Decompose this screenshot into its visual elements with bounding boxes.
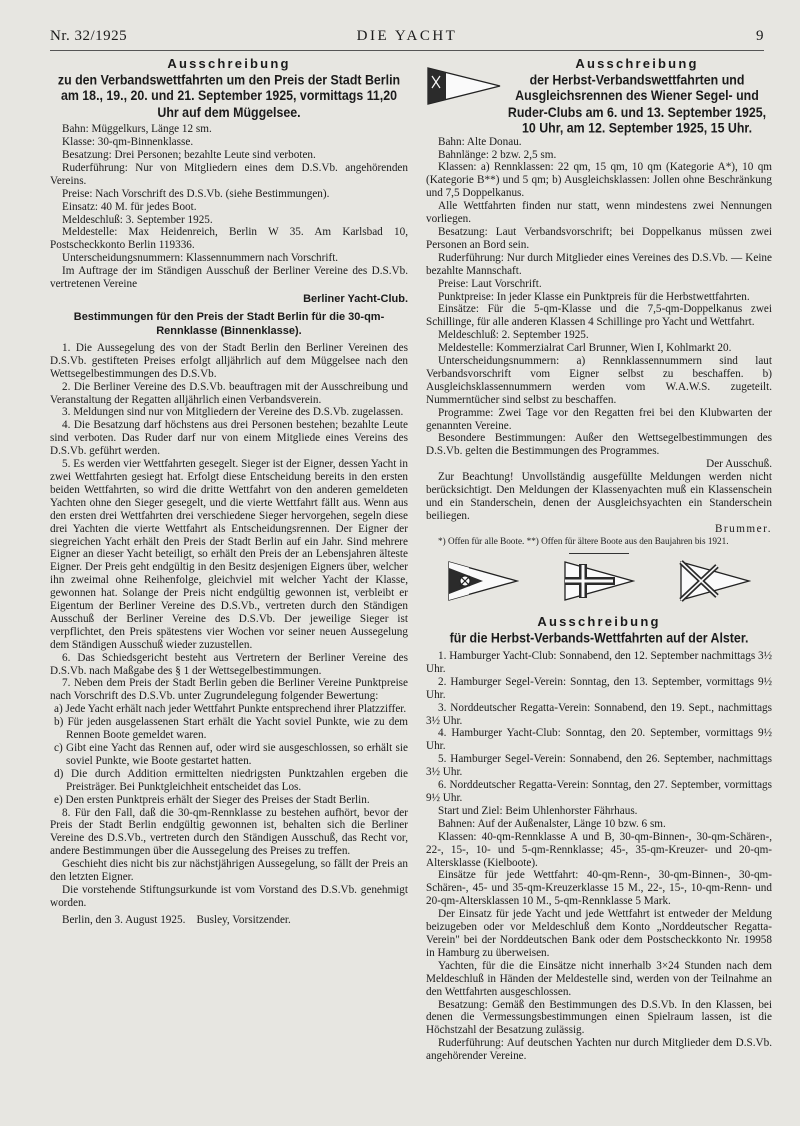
club-flags [426,558,772,608]
alster-line: Yachten, für die die Einsätze nicht innerhalb 3×24 Stunden nach dem Meldeschluß in Händen der Meldestelle sind, werden von der Teilnahme an den Wettfahrten ausgeschlossen. [426,959,772,998]
left-paragraph: Die vorstehende Stiftungsurkunde ist vom Vorstand des D.S.Vb. genehmigt worden. [50,883,408,909]
left-line: Meldestelle: Max Heidenreich, Berlin W 35. Am Karlsbad 10, Postscheckkonto Berlin 119336. [50,226,408,252]
left-list-item: d) Die durch Addition ermittelten niedrigsten Punktzahlen ergeben die Preisträger. Bei Punktgleichheit entscheidet das Los. [54,767,408,793]
left-paragraph: 6. Das Schiedsgericht besteht aus Vertretern der Berliner Vereine des D.S.Vb. nach Maßgabe des § 1 der Wettsegelbestimmungen. [50,651,408,677]
pennant-flag-icon [426,56,502,116]
left-signature: Berliner Yacht-Club. [303,293,408,305]
section-divider [569,553,629,554]
alster-title: Ausschreibung [537,613,661,629]
vienna-line: Bahn: Alte Donau. [438,135,522,148]
vienna-line: Programme: Zwei Tage vor den Regatten frei bei den Klubwarten der genannten Vereine. [426,406,772,432]
left-column [50,56,408,927]
journal-title: DIE YACHT [356,28,458,44]
alster-line: Ruderführung: Auf deutschen Yachten nur durch Mitglieder dem D.S.Vb. angehörender Vereine. [426,1037,772,1063]
vienna-line: Besondere Bestimmungen: Außer den Wettsegelbestimmungen des D.S.Vb. gelten die Bestimmungen des Programmes. [426,432,772,458]
alster-subtitle: für die Herbst-Verbands-Wettfahrten auf der Alster. [449,629,749,646]
left-line: Bahn: Müggelkurs, Länge 12 sm. [62,123,212,136]
left-paragraph: 7. Neben dem Preis der Stadt Berlin geben die Berliner Vereine Punktpreise nach Vorschrift des D.S.Vb. unter Zugrundelegung folgender Bewertung: [50,677,408,703]
left-line: Ruderführung: Nur von Mitgliedern eines dem D.S.Vb. angehörenden Vereins. [50,161,408,187]
page-number: 9 [756,28,764,44]
left-list-item: a) Jede Yacht erhält nach jeder Wettfahrt Punkte entsprechend ihrer Platzziffer. [54,703,407,716]
alster-line: Besatzung: Gemäß den Bestimmungen des D.S.Vb. In den Klassen, bei denen die Vermessungsbestimmungen einen Spielraum lassen, ist die Höchstzahl der Besatzung zulässig. [426,998,772,1037]
left-paragraph: Geschieht dies nicht bis zur nächstjährigen Aussegelung, so fällt der Preis an den letzten Eigner. [50,858,408,884]
left-paragraph: 1. Die Aussegelung des von der Stadt Berlin den Berliner Vereinen des D.S.Vb. gestifteten Preises erfolgt alljährlich auf dem Müggelsee nach den Wettsegelbestimmungen des D.S.Vb. [50,341,408,380]
vienna-line: Einsätze: Für die 5-qm-Klasse und die 7,5-qm-Doppelkanus zwei Schillinge, für alle anderen Klassen 4 Schillinge pro Yacht und Wettfahrt. [426,303,772,329]
left-closing: Berlin, den 3. August 1925. Busley, Vorsitzender. [62,913,291,926]
vienna-line: Bahnlänge: 2 bzw. 2,5 sm. [438,148,557,161]
issue-number: Nr. 32/1925 [50,28,128,44]
left-paragraph: 8. Für den Fall, daß die 30-qm-Rennklasse zu bestehen aufhört, bevor der Preis der Stadt Berlin endgültig gewonnen ist, behalten sich die Berliner Vereine des D.S.Vb., vertreten durch den Ständigen Ausschuß, das Recht vor, andere Bestimmungen über die Aussegelung des Preises zu treffen. [50,806,408,858]
vienna-title: Ausschreibung [575,56,699,71]
pennant-flag-icon [679,558,751,608]
alster-item: 2. Hamburger Segel-Verein: Sonntag, den 13. September, vormittags 9½ Uhr. [426,675,772,701]
left-line: Besatzung: Drei Personen; bezahlte Leute sind verboten. [62,149,316,162]
alster-line: Der Einsatz für jede Yacht und jede Wettfahrt ist entweder der Meldung beizugeben oder vor Meldeschluß dem Konto „Norddeutscher Regatta-Verein" bei der Norddeutschen Bank oder dem Postscheckkonto Nr. 19958 in Hamburg zu überweisen. [426,908,772,959]
vienna-footnote: *) Offen für alle Boote. **) Offen für ältere Boote aus den Baujahren bis 1921. [438,535,729,546]
alster-item: 4. Hamburger Yacht-Club: Sonntag, den 20. September, vormittags 9½ Uhr. [426,727,772,753]
vienna-line: Ruderführung: Nur durch Mitglieder eines Vereines des D.S.Vb. — Keine bezahlte Mannschaft. [426,251,772,277]
left-line: Im Auftrage der im Ständigen Ausschuß der Berliner Vereine des D.S.Vb. vertretenen Vereine [50,265,408,291]
alster-item: 6. Norddeutscher Regatta-Verein: Sonntag, den 27. September, vormittags 9½ Uhr. [426,779,772,804]
pennant-flag-icon [447,558,519,608]
vienna-signature: Brummer. [714,522,772,535]
vienna-note: Zur Beachtung! Unvollständig ausgefüllte Meldungen werden nicht berücksichtigt. Den Meldungen der Klassenyachten muß ein Klassenschein und ein Standerschein, denen der Ausgleichsyachten ein Standerschein beiliegen. [426,471,772,522]
vienna-line: Meldeschluß: 2. September 1925. [438,329,589,342]
alster-item: 1. Hamburger Yacht-Club: Sonnabend, den 12. September nachmittags 3½ Uhr. [426,650,772,675]
alster-item: 5. Hamburger Segel-Verein: Sonnabend, den 26. September, nachmittags 3½ Uhr. [426,753,772,779]
vienna-line: Punktpreise: In jeder Klasse ein Punktpreis für die Herbstwettfahrten. [438,290,750,303]
vienna-committee-sign: Der Ausschuß. [706,458,772,471]
left-article-title: Ausschreibung [167,56,291,71]
left-article-subtitle: zu den Verbandswettfahrten um den Preis der Stadt Berlin am 18., 19., 20. und 21. September 1925, vormittags 11,20 Uhr auf dem Müggelsee. [57,72,401,120]
left-list-item: b) Für jeden ausgelassenen Start erhält die Yacht soviel Punkte, wie zu dem Rennen Boote gemeldet waren. [54,716,408,742]
vienna-header [426,56,772,137]
left-line: Preise: Nach Vorschrift des D.S.Vb. (siehe Bestimmungen). [62,187,330,200]
left-list-item: c) Gibt eine Yacht das Rennen auf, oder wird sie ausgeschlossen, so erhält sie soviel Punkte, wie Boote gestartet hatten. [54,742,408,767]
vienna-line: Preise: Laut Vorschrift. [438,277,542,290]
vienna-line: Klassen: a) Rennklassen: 22 qm, 15 qm, 10 qm (Kategorie A*), 10 qm (Kategorie B**) und 5 qm; b) Ausgleichsklassen: Jollen ohne Beschränkung und 7,5 Doppelkanus. [426,161,772,200]
left-paragraph: 3. Meldungen sind nur von Mitgliedern der Vereine des D.S.Vb. zugelassen. [62,406,404,419]
vienna-line: Unterscheidungsnummern: a) Rennklassennummern sind laut Verbandsvorschrift vom Eigner selbst zu beschaffen. b) Ausgleichsklassennummern werden vom W.A.W.S. zugeteilt. Nummerntücher sind selbst zu beschaffen. [426,355,772,406]
alster-line: Klassen: 40-qm-Rennklasse A und B, 30-qm-Binnen-, 30-qm-Schären-, 22-, 15-, 10- und 5-qm-Rennklasse; 45-, 35-qm-Kreuzer- und 20-qm-Altersklasse (Kielboote). [426,830,772,869]
alster-line: Einsätze für jede Wettfahrt: 40-qm-Renn-, 30-qm-Binnen-, 30-qm-Schären-, 45- und 35-qm-Kreuzerklasse 15 M., 22-, 15-, 10-qm-Renn- und 20-qm-Altersklassen 10 M., 5-qm-Rennklasse 5 Mark. [426,869,772,908]
left-paragraph: 4. Die Besatzung darf höchstens aus drei Personen bestehen; bezahlte Leute sind verboten. Das Ruder darf nur von einem Mitgliede eines Vereins des D.S.Vb. geführt werden. [50,419,408,458]
left-line: Klasse: 30-qm-Binnenklasse. [62,136,194,149]
left-section-title: Bestimmungen für den Preis der Stadt Berlin für die 30-qm-Rennklasse (Binnenklasse). [73,310,385,337]
alster-item: 3. Norddeutscher Regatta-Verein: Sonnabend, den 19. Sept., nachmittags 3½ Uhr. [426,701,772,727]
right-column [426,56,772,1063]
left-paragraph: 2. Die Berliner Vereine des D.S.Vb. beauftragen mit der Ausschreibung und Veranstaltung der Regatten alljährlich einen Verbandsverein. [50,380,408,406]
left-list-item: e) Den ersten Punktpreis erhält der Sieger des Preises der Stadt Berlin. [54,793,370,806]
left-paragraph: 5. Es werden vier Wettfahrten gesegelt. Sieger ist der Eigner, dessen Yacht in zwei Wettfahrten gesiegt hat. Erfolgt diese Entscheidung bereits in den ersten beiden Wettfahrten, so wird die dritte Wettfahrt von den anderen gemeldeten Yachten ohne den Sieger gesegelt, und die vierte Wettfahrt fällt aus. Wenn aus den ersten drei Wettfahrten drei verschiedene Sieger hervorgehen, segeln diese drei Yachten die vierte Wettfahrt als Entscheidungsrennen. Der Eigner der siegreichen Yacht erhält den Preis der Stadt Berlin auf ein Jahr. Sind mehrere Eigner an dieser Yacht beteiligt, so erhält den Preis der an Lebensjahren älteste Eigner. Der Preis geht endgültig in den Besitz desjenigen Eigners über, welcher ihn zweimal ohne Reihenfolge, gleichviel mit welcher Yacht der Klasse, gewonnen hat. Solange der Preis nicht endgültig gewonnen ist, verbleibt er Eigentum der Berliner Vereine des D.S.Vb., vertreten durch den Ständigen Ausschuß der Berliner Vereine des D.S.Vb. Der jeweilige Sieger ist verpflichtet, den Preis spätestens vier Wochen vor seiner neuen Aussegelung dem Ständigen Ausschuß wieder zuzustellen. [50,458,408,651]
alster-line: Bahnen: Auf der Außenalster, Länge 10 bzw. 6 sm. [438,817,666,830]
vienna-line: Alle Wettfahrten finden nur statt, wenn mindestens zwei Nennungen vorliegen. [426,200,772,226]
running-header [50,22,764,46]
pennant-flag-icon [563,558,635,608]
header-rule [50,50,764,51]
left-line: Einsatz: 40 M. für jedes Boot. [62,200,197,213]
left-line: Meldeschluß: 3. September 1925. [62,213,213,226]
left-line: Unterscheidungsnummern: Klassennummern nach Vorschrift. [62,252,339,265]
vienna-line: Meldestelle: Kommerzialrat Carl Brunner, Wien I, Kohlmarkt 20. [438,342,732,355]
alster-line: Start und Ziel: Beim Uhlenhorster Fährhaus. [438,804,638,817]
vienna-subtitle: der Herbst-Verbandswettfahrten und Ausgleichsrennen des Wiener Segel- und Ruder-Clubs am 6. und 13. September 1925, 10 Uhr, am 12. September 1925, 15 Uhr. [507,72,767,137]
vienna-line: Besatzung: Laut Verbandsvorschrift; bei Doppelkanus müssen zwei Personen an Bord sein. [426,225,772,251]
